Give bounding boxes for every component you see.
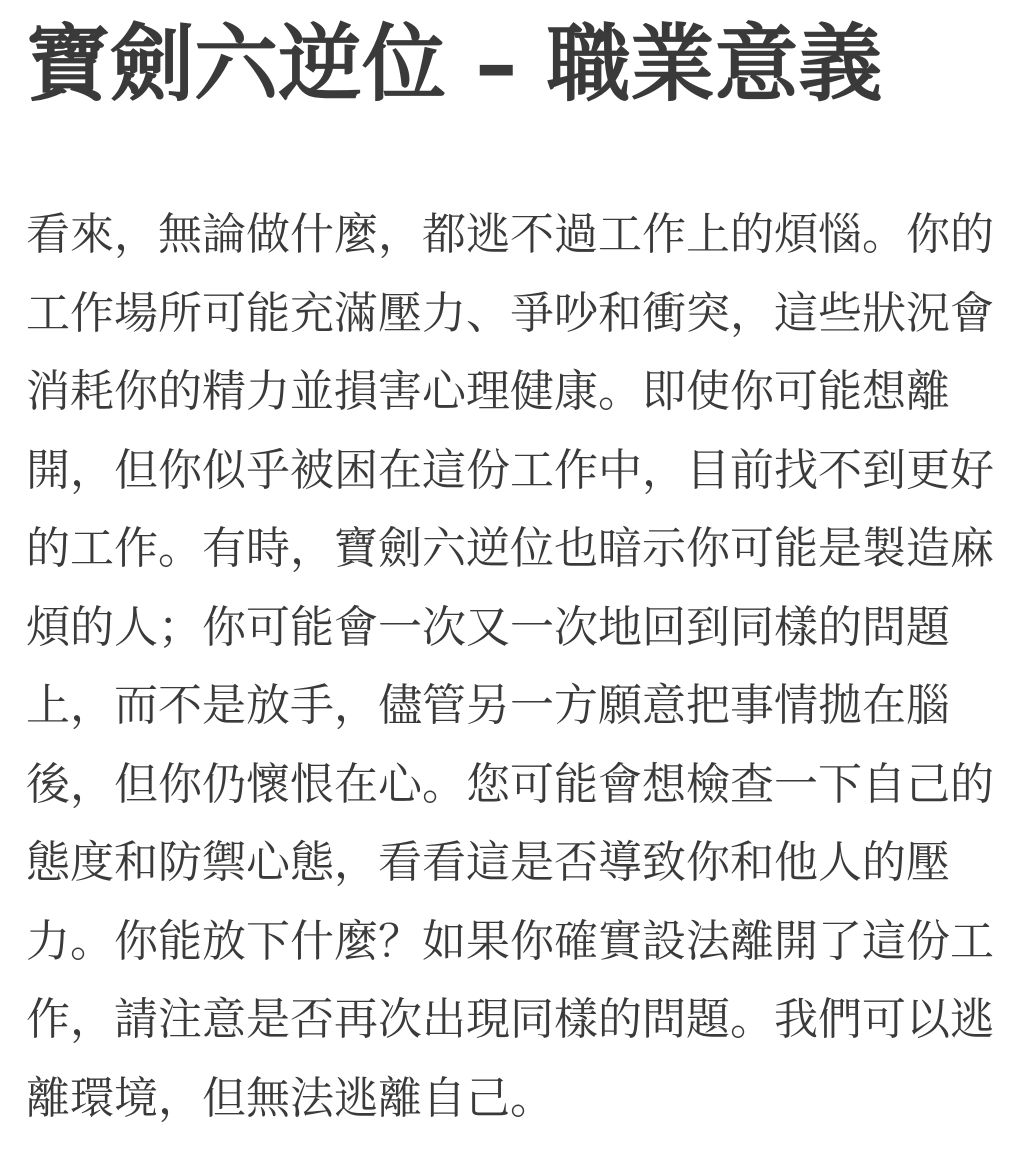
body-line: 消耗你的精力並損害心理健康。即使你可能想離 <box>26 366 950 417</box>
article-body <box>26 196 1018 1138</box>
body-line: 態度和防禦心態，看看這是否導致你和他人的壓 <box>26 837 950 888</box>
body-line: 工作場所可能充滿壓力、爭吵和衝突，這些狀況會 <box>26 287 994 339</box>
body-line: 煩的人；你可能會一次又一次地回到同樣的問題 <box>26 601 950 653</box>
body-line: 看來，無論做什麼，都逃不過工作上的煩惱。你的 <box>26 209 994 260</box>
body-line: 開，但你似乎被困在這份工作中，目前找不到更好 <box>26 444 994 496</box>
body-line: 力。你能放下什麼？如果你確實設法離開了這份工 <box>26 915 994 967</box>
page-title: 寶劍六逆位 – 職業意義 <box>26 15 883 113</box>
body-line: 離環境，但無法逃離自己。 <box>26 1072 554 1124</box>
body-line: 後，但你仍懷恨在心。您可能會想檢查一下自己的 <box>26 758 994 810</box>
body-line: 上，而不是放手，儘管另一方願意把事情拋在腦 <box>26 680 950 731</box>
article <box>26 0 1018 1138</box>
body-line: 的工作。有時，寶劍六逆位也暗示你可能是製造麻 <box>26 523 994 574</box>
body-line: 作，請注意是否再次出現同樣的問題。我們可以逃 <box>26 994 994 1045</box>
